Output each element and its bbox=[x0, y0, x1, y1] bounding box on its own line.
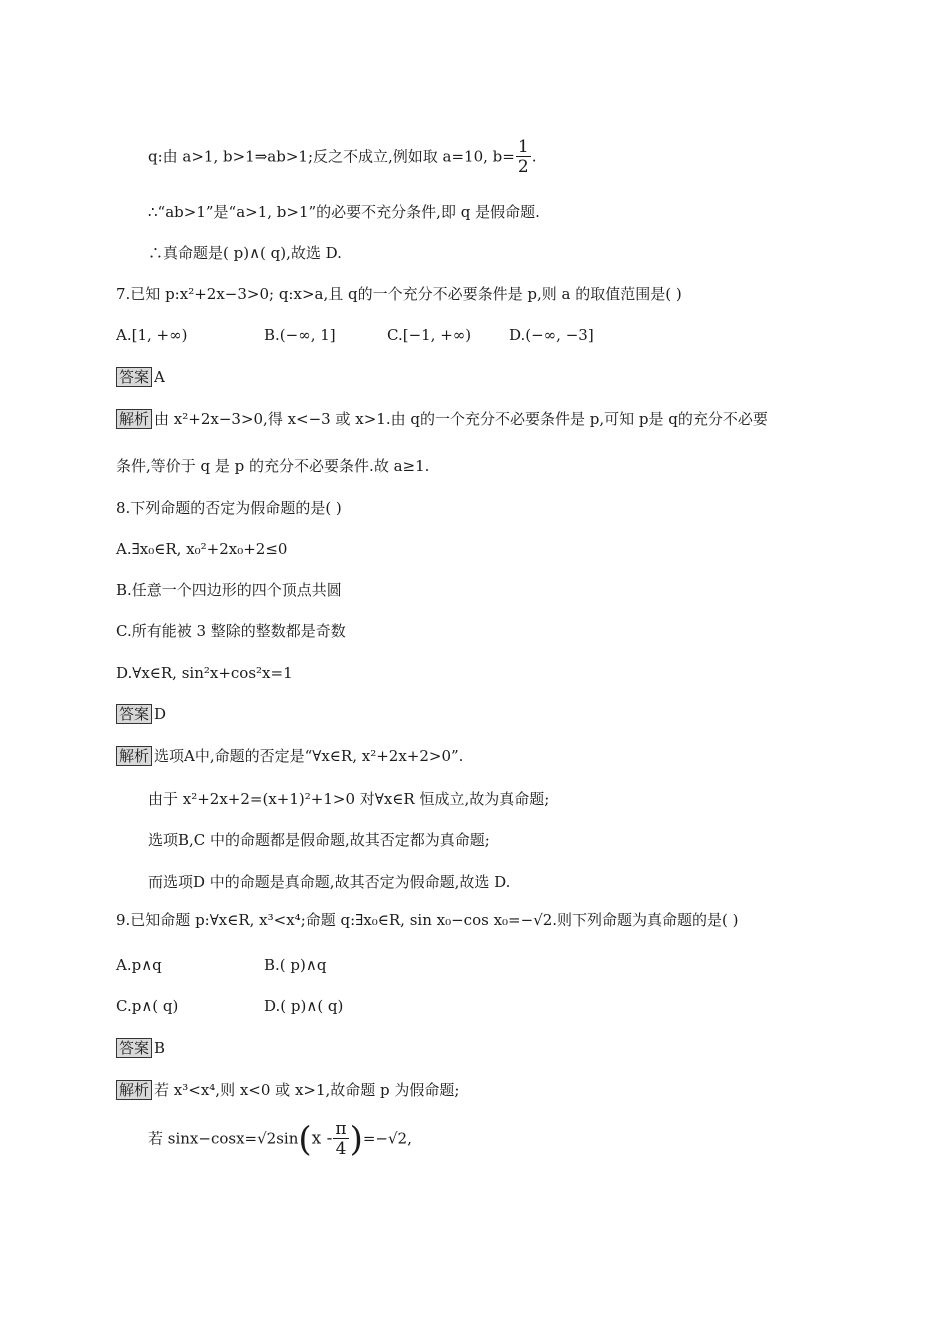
q7-option-c: C.[−1, +∞) bbox=[387, 326, 472, 344]
q8-analysis-3: 选项B,C 中的命题都是假命题,故其否定都为真命题; bbox=[148, 831, 490, 849]
answer-tag: 答案 bbox=[116, 367, 152, 387]
fraction-denominator: 4 bbox=[335, 1139, 347, 1159]
q7-stem: 7.已知 p:x²+2x−3>0; q:x>a,且 q的一个充分不必要条件是 p,则 a 的取值范围是( ) bbox=[116, 285, 682, 303]
fraction-denominator: 2 bbox=[517, 157, 529, 177]
q9-answer bbox=[116, 1038, 165, 1058]
q8-analysis-text-1: 选项A中,命题的否定是“∀x∈R, x²+2x+2>0”. bbox=[154, 747, 464, 765]
q8-analysis-1 bbox=[116, 746, 463, 766]
q7-analysis-1 bbox=[116, 409, 768, 429]
q8-stem: 8.下列命题的否定为假命题的是( ) bbox=[116, 499, 342, 517]
right-paren: ) bbox=[349, 1119, 363, 1160]
fraction-numerator: π bbox=[335, 1119, 347, 1139]
q9-analysis-2 bbox=[148, 1120, 412, 1159]
q9-analysis-1 bbox=[116, 1080, 459, 1100]
q7-option-b: B.(−∞, 1] bbox=[264, 326, 336, 344]
analysis-tag: 解析 bbox=[116, 1080, 152, 1100]
q6-analysis-line-1 bbox=[148, 138, 536, 177]
fraction-pi-over-4 bbox=[333, 1120, 348, 1159]
q6-analysis-text: q:由 a>1, b>1⇒ab>1;反之不成立,例如取 a=10, b= bbox=[148, 147, 515, 166]
left-paren: ( bbox=[298, 1119, 312, 1160]
q9-option-a: A.p∧q bbox=[116, 956, 162, 974]
q8-analysis-4: 而选项D 中的命题是真命题,故其否定为假命题,故选 D. bbox=[148, 873, 511, 891]
q9-analysis-2-post: =−√2, bbox=[362, 1129, 412, 1148]
q9-option-b: B.( p)∧q bbox=[264, 956, 327, 974]
analysis-tag: 解析 bbox=[116, 409, 152, 429]
fraction-one-half bbox=[516, 138, 531, 177]
q9-answer-value: B bbox=[154, 1039, 166, 1057]
q8-option-d: D.∀x∈R, sin²x+cos²x=1 bbox=[116, 664, 293, 682]
q7-options bbox=[116, 325, 594, 345]
q8-answer bbox=[116, 704, 166, 724]
q9-analysis-2-x: x - bbox=[311, 1128, 333, 1149]
answer-tag: 答案 bbox=[116, 1038, 152, 1058]
q6-analysis-line-3: ∴真命题是( p)∧( q),故选 D. bbox=[148, 244, 342, 262]
q9-options-row-1 bbox=[116, 955, 326, 975]
q8-answer-value: D bbox=[154, 705, 167, 723]
answer-tag: 答案 bbox=[116, 704, 152, 724]
q7-analysis-2: 条件,等价于 q 是 p 的充分不必要条件.故 a≥1. bbox=[116, 457, 430, 475]
period: . bbox=[531, 147, 537, 166]
q9-options-row-2 bbox=[116, 996, 343, 1016]
q9-option-c: C.p∧( q) bbox=[116, 997, 179, 1015]
q7-answer-value: A bbox=[154, 368, 165, 386]
q7-analysis-text-1: 由 x²+2x−3>0,得 x<−3 或 x>1.由 q的一个充分不必要条件是 p,可知 p是 q的充分不必要 bbox=[154, 410, 768, 428]
q7-option-a: A.[1, +∞) bbox=[116, 326, 188, 344]
q7-answer bbox=[116, 367, 165, 387]
q8-option-b: B.任意一个四边形的四个顶点共圆 bbox=[116, 581, 342, 599]
q9-analysis-text-1: 若 x³<x⁴,则 x<0 或 x>1,故命题 p 为假命题; bbox=[154, 1081, 460, 1099]
q9-stem: 9.已知命题 p:∀x∈R, x³<x⁴;命题 q:∃x₀∈R, sin x₀−cos x₀=−√2.则下列命题为真命题的是( ) bbox=[116, 911, 739, 929]
fraction-numerator: 1 bbox=[517, 137, 529, 157]
q9-analysis-2-pre: 若 sinx−cosx=√2sin bbox=[148, 1129, 299, 1148]
analysis-tag: 解析 bbox=[116, 746, 152, 766]
q8-analysis-2: 由于 x²+2x+2=(x+1)²+1>0 对∀x∈R 恒成立,故为真命题; bbox=[148, 790, 550, 808]
q7-option-d: D.(−∞, −3] bbox=[509, 326, 594, 344]
q8-option-a: A.∃x₀∈R, x₀²+2x₀+2≤0 bbox=[116, 540, 288, 558]
q9-option-d: D.( p)∧( q) bbox=[264, 997, 344, 1015]
q8-option-c: C.所有能被 3 整除的整数都是奇数 bbox=[116, 622, 346, 640]
q6-analysis-line-2: ∴“ab>1”是“a>1, b>1”的必要不充分条件,即 q 是假命题. bbox=[148, 203, 540, 221]
